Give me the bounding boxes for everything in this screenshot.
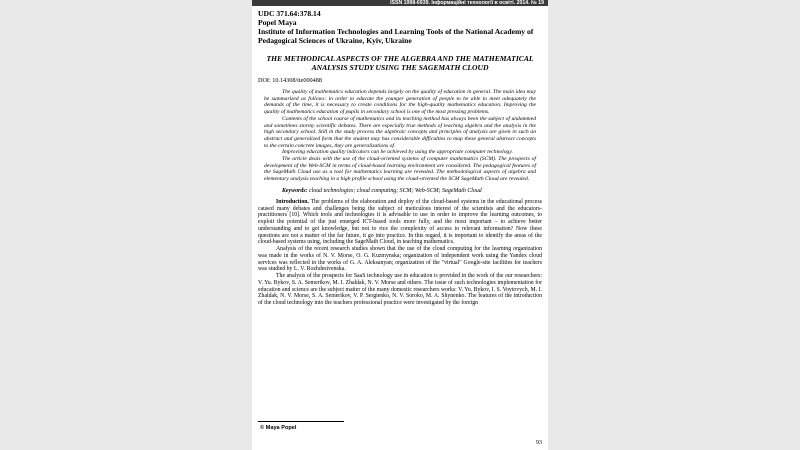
- abstract-paragraph: Improving education quality indicators can be achieved by using the appropriate computer technology.: [282, 149, 513, 156]
- footnote-divider: [258, 421, 344, 422]
- running-header-bar: [252, 0, 548, 6]
- abstract: [258, 89, 542, 183]
- copyright-notice: © Maya Popel: [260, 425, 297, 431]
- body-paragraph: The analysis of the prospects for SaaS technology use in education is provided in the work of the our researchers: V. Yu. Bykov, S. A. Semerikov, M. I. Zhaldak, N. V. Morse and others. The issue of such technologies implementation for education and science are the subject matter of the many domestic researchers works: V. Yu. Bykov, I. S. Voytovych, M. I. Zhaldak, N. V. Morse, S. A. Semerikov, V. P. Sergienko, N. V. Soroko, M. A. Shynenko. The features of the introduction of the cloud technology into the teachers professional practice were investigated by the foreign: [258, 273, 542, 307]
- page-number: 93: [536, 440, 542, 446]
- running-header: ISSN 1998-6939. Інформаційні технології в освіті. 2014. № 19: [390, 0, 544, 6]
- journal-page: [252, 0, 548, 450]
- abstract-paragraph: The article deals with the use of the cloud-oriented systems of computer mathematics (SCM). The prospects of development of the Web-SCM in terms of cloud-based learning environment are considered. The pedagogical features of the SageMath Cloud use as a tool for mathematics learning are revealed. The methodological aspects of algebra and elementary analysis teaching in a high profile school using the cloud-oriented the SCM SageMath Cloud are revealed.: [264, 156, 536, 183]
- article-title: THE METHODICAL ASPECTS OF THE ALGEBRA AND THE MATHEMATICAL ANALYSIS STUDY USING THE SAGEMATH CLOUD: [266, 54, 534, 72]
- doi: DOI: 10.14308/ite000488: [258, 77, 322, 84]
- keywords-text: cloud technologies; cloud computing; SCM; Web-SCM; SageMath Cloud: [309, 187, 482, 194]
- article-body: [258, 199, 542, 307]
- abstract-paragraph: The quality of mathematics education depends largely on the quality of education in general. The main idea may be summarized as follows: in order to educate the younger generation of people to be able to meet adequately the demands of the time, it is necessary to create conditions for the high-quality mathematics education. Improving the quality of mathematics education of pupils in secondary school is one of the most pressing problems.: [264, 89, 536, 116]
- udc-code: UDC 371.64:378.14: [258, 9, 321, 18]
- keywords-label: Keywords:: [282, 187, 308, 194]
- body-paragraph: Analysis of the recent research studies shown that the use of the cloud computing for the learning organization was made in the works of N. V. Morse, O. G. Kuzmynska; organization of independent work using the Yandex cloud services was reflected in the works of G. A. Aleksanyan; organization of the "virtual" Google-site facilities for teachers was studied by L. V. Rozhdestvenska.: [258, 246, 542, 273]
- page-content: [258, 9, 542, 307]
- intro-text: The problems of the elaboration and deploy of the cloud-based systems in the educational process caused many debates and challenges being the subject of meticulous interest of the scientists and the educators-practitioners [10]. Which tools and technologies it is advisable to use in order to improve the learning outcomes, to exploit the potential of the just emerged ICT-based tools more fully, and the most important – to achieve better understanding and to get knowledge, but not to rice the complexity of access to relevant information? Now these questions are not a matter of the far future, it go into practice. In this regard, it is important to identify the areas of the cloud-based systems using, including the SageMath Cloud, in teaching mathematics.: [258, 198, 542, 246]
- author-name: Popel Maya: [258, 18, 297, 27]
- abstract-paragraph: Contents of the school course of mathematics and its teaching method has always been the subject of undammed and sometimes stormy scientific debates. There are especially true methods of teaching algebra and the analysis in the high secondary school. Still in the study process the algebraic concepts and principles of analysis are given in such an abstract and generalized form that the student may has considerable difficulties to map these general abstract concepts to the certain concrete images, they are generalizations of.: [264, 115, 536, 149]
- institute-affiliation: Institute of Information Technologies and Learning Tools of the National Academy of Pedagogical Sciences of Ukraine, Kyiv, Ukraine: [258, 27, 534, 45]
- introduction-label: Introduction.: [276, 198, 309, 205]
- body-paragraph-intro: [258, 199, 542, 246]
- keywords: [258, 188, 542, 195]
